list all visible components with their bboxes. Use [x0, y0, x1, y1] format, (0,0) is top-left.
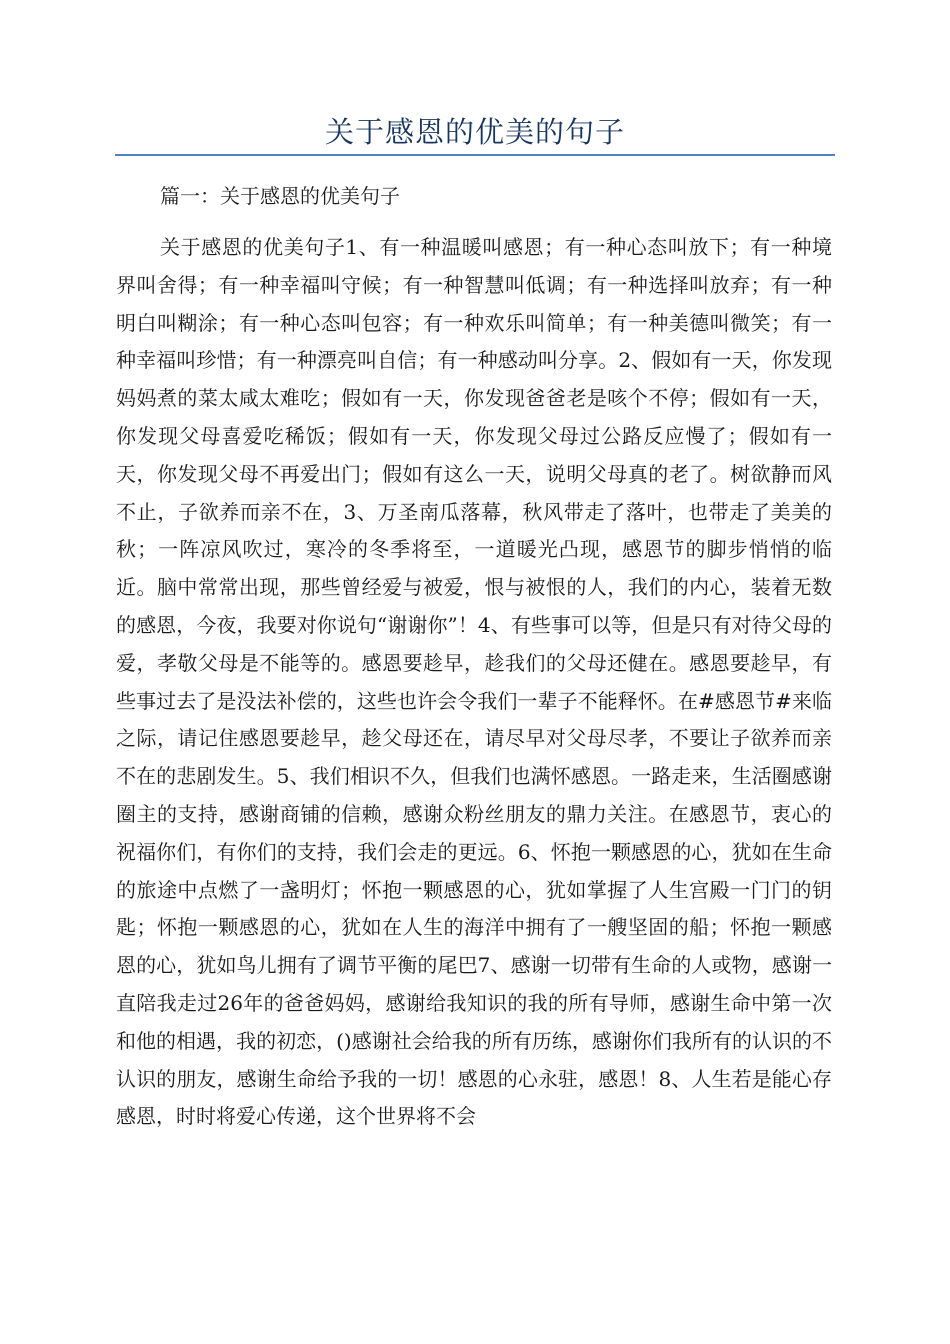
section-heading: 篇一：关于感恩的优美句子	[160, 184, 400, 208]
document-title: 关于感恩的优美的句子	[324, 115, 625, 149]
body-paragraph: 关于感恩的优美句子1、有一种温暖叫感恩；有一种心态叫放下；有一种境界叫舍得；有一种幸福叫守候；有一种智慧叫低调；有一种选择叫放弃；有一种明白叫糊涂；有一种心态叫包容；有一种欢乐叫简单；有一种美德叫微笑；有一种幸福叫珍惜；有一种漂亮叫自信；有一种感动叫分享。2、假如有一天，你发现妈妈煮的菜太咸太难吃；假如有一天，你发现爸爸老是咳个不停；假如有一天，你发现父母喜爱吃稀饭；假如有一天，你发现父母过公路反应慢了；假如有一天，你发现父母不再爱出门；假如有这么一天，说明父母真的老了。树欲静而风不止，子欲养而亲不在，3、万圣南瓜落幕，秋风带走了落叶，也带走了美美的秋；一阵凉风吹过，寒冷的冬季将至，一道暖光凸现，感恩节的脚步悄悄的临近。脑中常常出现，那些曾经爱与被爱，恨与被恨的人，我们的内心，装着无数的感恩，今夜，我要对你说句“谢谢你”！4、有些事可以等，但是只有对待父母的爱，孝敬父母是不能等的。感恩要趁早，趁我们的父母还健在。感恩要趁早，有些事过去了是没法补偿的，这些也许会令我们一辈子不能释怀。在#感恩节#来临之际，请记住感恩要趁早，趁父母还在，请尽早对父母尽孝，不要让子欲养而亲不在的悲剧发生。5、我们相识不久，但我们也满怀感恩。一路走来，生活圈感谢圈主的支持，感谢商铺的信赖，感谢众粉丝朋友的鼎力关注。在感恩节，衷心的祝福你们，有你们的支持，我们会走的更远。6、怀抱一颗感恩的心，犹如在生命的旅途中点燃了一盏明灯；怀抱一颗感恩的心，犹如掌握了人生宫殿一门门的钥匙；怀抱一颗感恩的心，犹如在人生的海洋中拥有了一艘坚固的船；怀抱一颗感恩的心，犹如鸟儿拥有了调节平衡的尾巴7、感谢一切带有生命的人或物，感谢一直陪我走过26年的爸爸妈妈，感谢给我知识的我的所有导师，感谢生命中第一次和他的相遇，我的初恋，()感谢社会给我的所有历练，感谢你们我所有的认识的不认识的朋友，感谢生命给予我的一切！感恩的心永驻，感恩！8、人生若是能心存感恩，时时将爱心传递，这个世界将不会	[116, 235, 832, 1129]
title-divider	[115, 154, 835, 156]
